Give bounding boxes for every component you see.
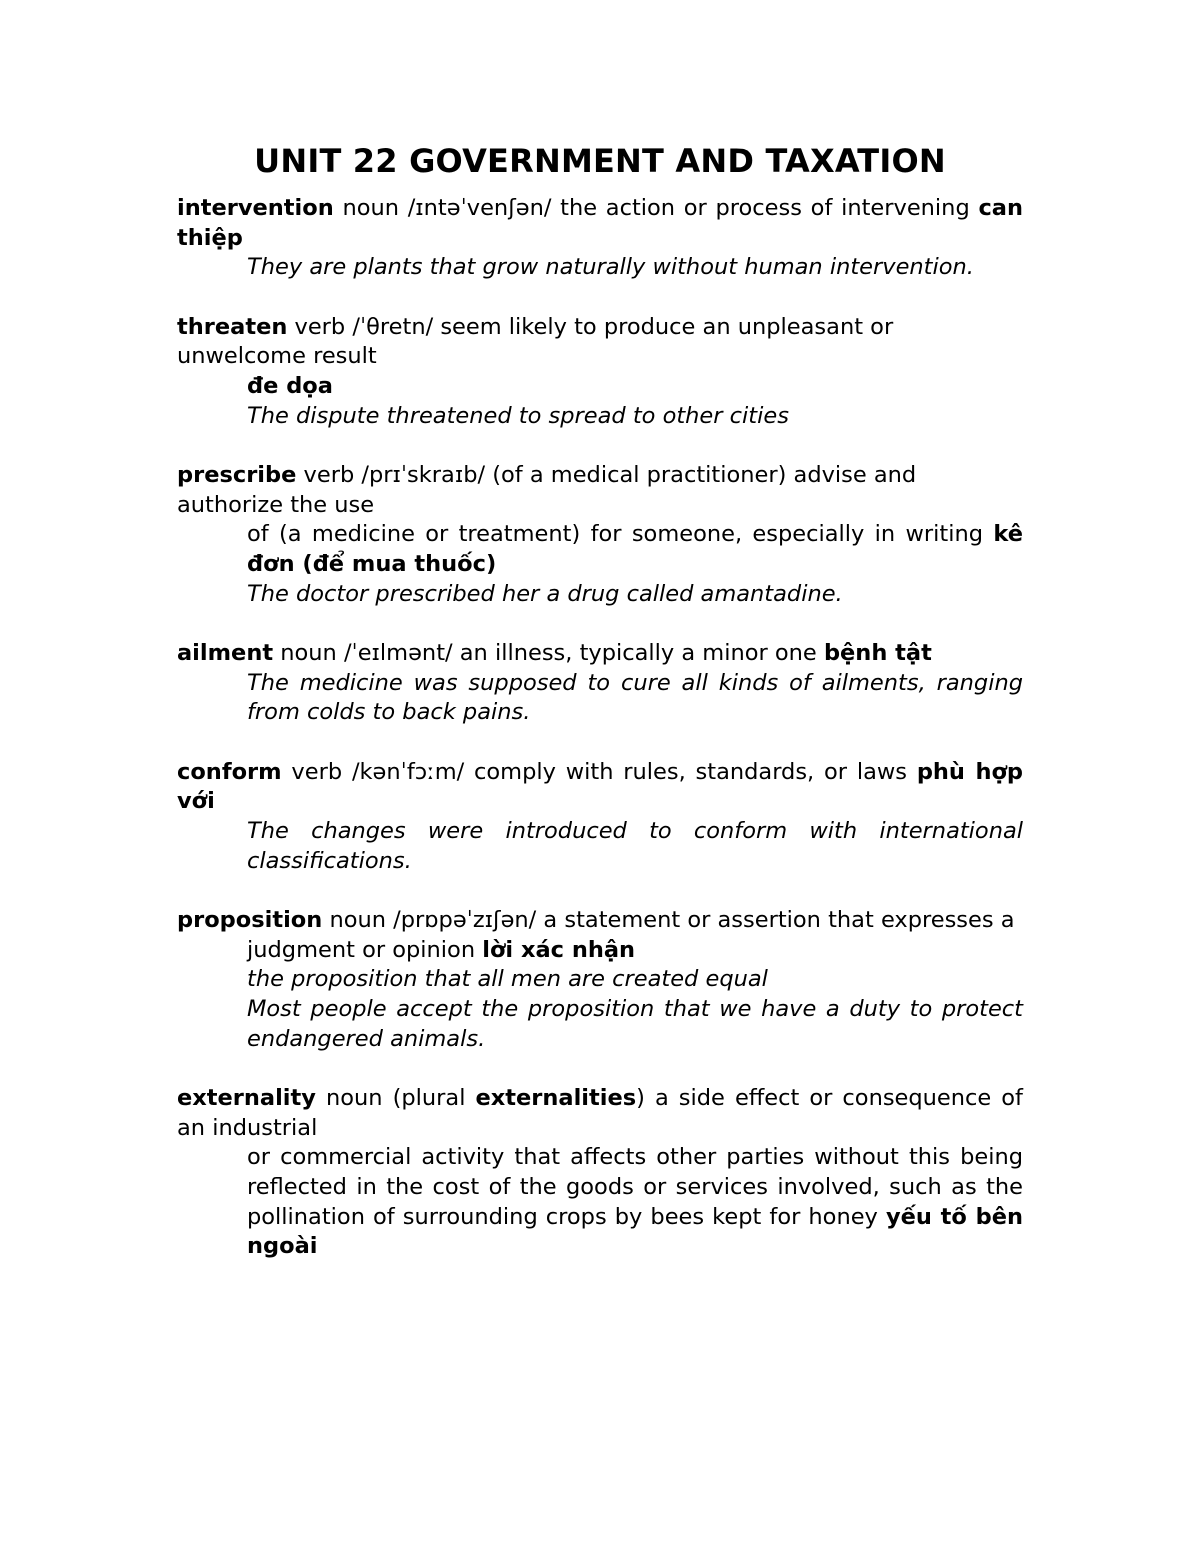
- entry-word: ailment: [177, 639, 274, 666]
- entry-example: The doctor prescribed her a drug called amantadine.: [247, 580, 843, 607]
- entry-word: threaten: [177, 313, 288, 340]
- entry-translation: đe dọa: [247, 373, 333, 400]
- entry-pronunciation: /ˈθretn/: [352, 313, 434, 340]
- entry-definition: [177, 461, 1023, 520]
- entry-definition-continued: [177, 520, 1023, 579]
- entry-definition-continued: [177, 1143, 1023, 1262]
- vocab-entry-threaten: [177, 313, 1023, 432]
- entry-pronunciation: /ˈeɪlmənt/: [343, 639, 453, 666]
- entry-pos: verb: [294, 313, 346, 340]
- entry-example: The dispute threatened to spread to other cities: [247, 402, 789, 429]
- entry-word: externality: [177, 1084, 316, 1111]
- vocab-entry-prescribe: [177, 461, 1023, 610]
- entry-translation-line: [177, 372, 1023, 402]
- entry-word: conform: [177, 758, 282, 785]
- entry-definition-cont-text: judgment or opinion: [247, 936, 476, 963]
- entry-pos: noun: [325, 1084, 383, 1111]
- entry-translation: can thiệp: [177, 195, 1023, 251]
- entry-word: prescribe: [177, 461, 297, 488]
- entry-definition: [177, 194, 1023, 253]
- vocab-entry-externality: [177, 1084, 1023, 1262]
- entry-definition-text: an illness, typically a minor one: [459, 639, 817, 666]
- entry-definition: [177, 313, 1023, 372]
- entry-pos: noun: [342, 195, 399, 221]
- entry-definition: [177, 758, 1023, 817]
- entry-pos: verb: [303, 461, 355, 488]
- entry-definition-cont-text: or commercial activity that affects other parties without this being reflected in the cost of the goods or services involved, such as the pollination of surrounding crops by bees kept for honey: [247, 1144, 1023, 1230]
- entry-plural-word: externalities: [475, 1084, 637, 1111]
- entry-example: The medicine was supposed to cure all kinds of ailments, ranging from colds to back pains.: [247, 669, 1023, 726]
- vocab-entry-conform: [177, 758, 1023, 877]
- entry-word: intervention: [177, 195, 334, 221]
- document-page: [177, 138, 1023, 1292]
- entry-definition: [177, 906, 1023, 936]
- entry-translation: lời xác nhận: [482, 936, 636, 963]
- page-title: UNIT 22 GOVERNMENT AND TAXATION: [254, 142, 946, 180]
- entry-translation: kê đơn (để mua thuốc): [247, 521, 1023, 578]
- entry-pronunciation: /kənˈfɔːm/: [351, 758, 465, 785]
- entry-example: Most people accept the proposition that we have a duty to protect endangered animals.: [247, 995, 1023, 1052]
- entry-word: proposition: [177, 906, 323, 933]
- entry-translation: yếu tố bên ngoài: [247, 1203, 1023, 1260]
- entry-pos: verb: [291, 758, 343, 785]
- entry-definition: [177, 639, 1023, 669]
- entry-definition-text: the action or process of intervening: [560, 195, 970, 221]
- entry-example: The changes were introduced to conform with international classifications.: [247, 817, 1023, 874]
- entry-example: the proposition that all men are created equal: [247, 966, 768, 993]
- entry-definition-text: a side effect or consequence of an industrial: [177, 1084, 1023, 1141]
- entry-plural-close: ): [636, 1084, 645, 1111]
- entry-example: They are plants that grow naturally without human intervention.: [247, 254, 974, 281]
- vocab-entry-proposition: [177, 906, 1023, 1055]
- entry-definition: [177, 1084, 1023, 1143]
- entry-plural-open: (plural: [392, 1084, 466, 1111]
- entry-pronunciation: /prɪˈskraɪb/: [361, 461, 486, 488]
- entry-definition-cont-text: of (a medicine or treatment) for someone, especially in writing: [247, 521, 984, 548]
- entry-pos: noun: [329, 906, 386, 933]
- vocab-entry-ailment: [177, 639, 1023, 728]
- entry-definition-text: a statement or assertion that expresses a: [543, 906, 1015, 933]
- entry-definition-text: seem likely to produce an unpleasant or unwelcome result: [177, 313, 894, 370]
- entry-pos: noun: [280, 639, 337, 666]
- entry-definition-text: comply with rules, standards, or laws: [474, 758, 907, 785]
- entry-translation: bệnh tật: [823, 639, 932, 666]
- entry-pronunciation: /prɒpəˈzɪʃən/: [393, 906, 537, 933]
- entry-definition-text: (of a medical practitioner) advise and authorize the use: [177, 461, 917, 518]
- entry-definition-continued: [177, 936, 1023, 966]
- entry-pronunciation: /ɪntəˈvenʃən/: [407, 195, 552, 221]
- vocab-entry-intervention: [177, 194, 1023, 283]
- entry-translation: phù hợp với: [177, 758, 1024, 815]
